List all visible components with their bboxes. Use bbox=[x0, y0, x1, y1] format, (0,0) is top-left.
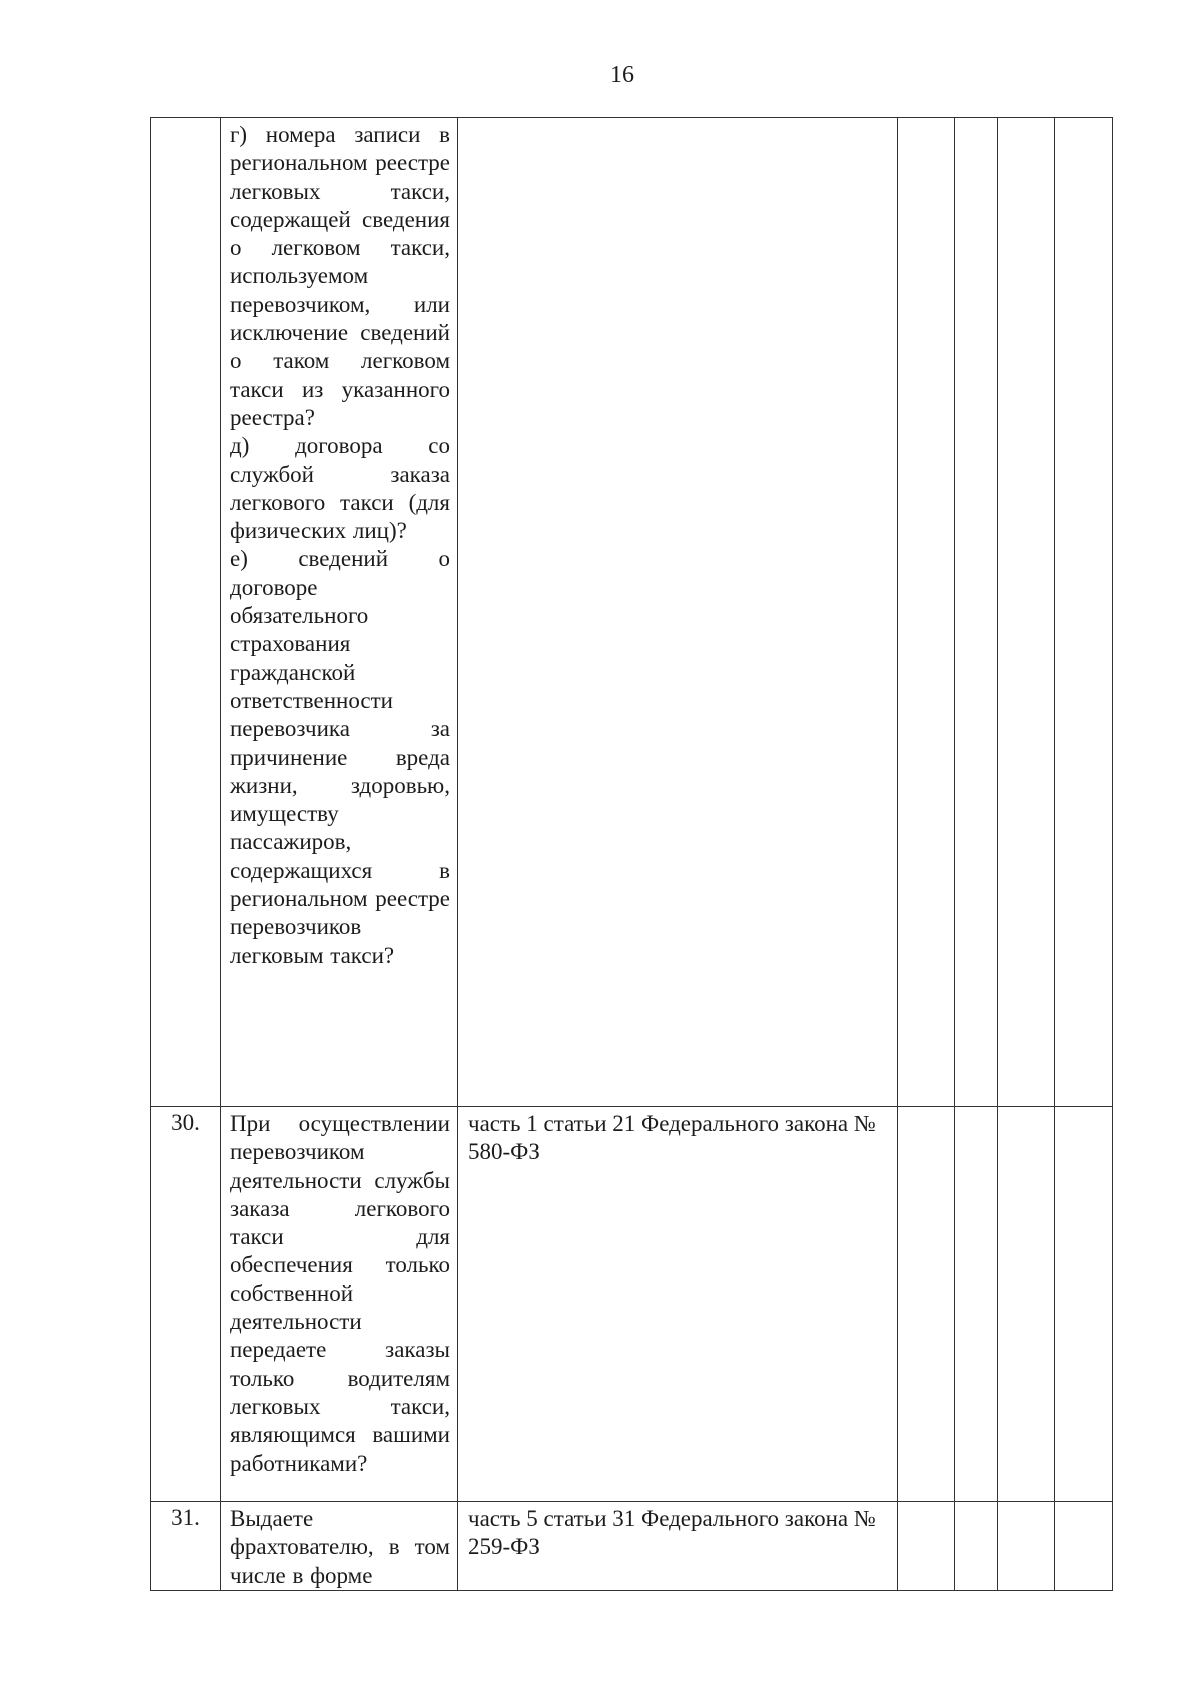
answer-no-cell[interactable] bbox=[955, 1107, 998, 1502]
legal-basis bbox=[458, 118, 898, 1107]
table-row bbox=[151, 1107, 1113, 1502]
row-number: 31. bbox=[151, 1502, 221, 1591]
answer-yes-cell[interactable] bbox=[898, 118, 955, 1107]
answer-yes-cell[interactable] bbox=[898, 1107, 955, 1502]
answer-not-applicable-cell[interactable] bbox=[998, 1107, 1055, 1502]
answer-no-cell[interactable] bbox=[955, 1502, 998, 1591]
note-cell[interactable] bbox=[1055, 118, 1113, 1107]
note-cell[interactable] bbox=[1055, 1107, 1113, 1502]
answer-not-applicable-cell[interactable] bbox=[998, 1502, 1055, 1591]
question-subitem: г) номера записи в региональном реестре легковых такси, содержащей сведения о легковом такси, используемом перевозчиком, или исключение сведений о таком легковом такси из указанного реестра? bbox=[230, 122, 450, 430]
question-subitem: д) договора со службой заказа легкового такси (для физических лиц)? bbox=[230, 433, 450, 544]
checklist-table bbox=[150, 117, 1113, 1591]
table-row bbox=[151, 118, 1113, 1107]
note-cell[interactable] bbox=[1055, 1502, 1113, 1591]
question-text bbox=[221, 118, 458, 1107]
page-number: 16 bbox=[610, 62, 634, 88]
answer-yes-cell[interactable] bbox=[898, 1502, 955, 1591]
question-text: При осуществлении перевозчиком деятельности службы заказа легкового такси для обеспечения только собственной деятельности передаете заказы только водителям легковых такси, являющимся вашими работниками? bbox=[221, 1107, 458, 1502]
question-subitem: е) сведений о договоре обязательного страхования гражданской ответственности перевозчика за причинение вреда жизни, здоровью, имуществу пассажиров, содержащихся в региональном реестре перевозчиков легковым такси? bbox=[230, 546, 450, 968]
answer-not-applicable-cell[interactable] bbox=[998, 118, 1055, 1107]
row-number: 30. bbox=[151, 1107, 221, 1502]
legal-basis: часть 5 статьи 31 Федерального закона № 259-ФЗ bbox=[458, 1502, 898, 1591]
row-number bbox=[151, 118, 221, 1107]
answer-no-cell[interactable] bbox=[955, 118, 998, 1107]
table-row bbox=[151, 1502, 1113, 1591]
question-text: Выдаете фрахтователю, в том числе в форме bbox=[221, 1502, 458, 1591]
legal-basis: часть 1 статьи 21 Федерального закона № 580-ФЗ bbox=[458, 1107, 898, 1502]
question-paragraph bbox=[230, 121, 450, 970]
